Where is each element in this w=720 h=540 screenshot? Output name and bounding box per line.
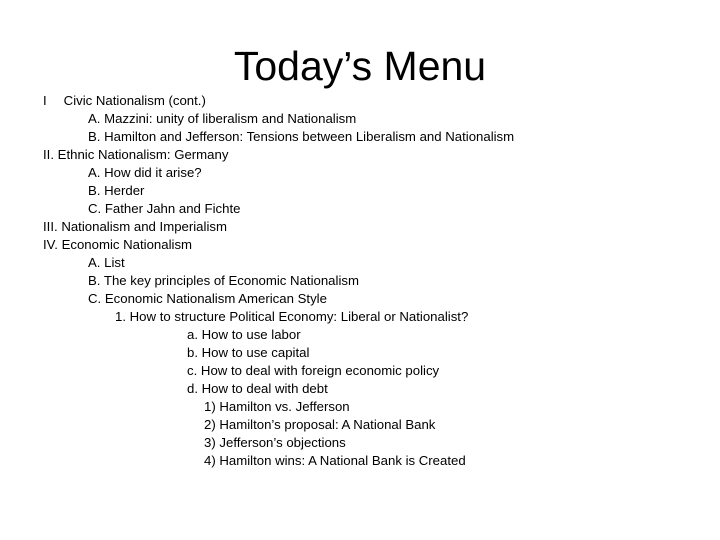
outline-item (0, 110, 720, 128)
outline-item (0, 416, 720, 434)
outline-item-text: Civic Nationalism (cont.) (63, 93, 206, 108)
outline-item-text: b. How to use capital (187, 345, 310, 360)
outline-item (0, 164, 720, 182)
outline-item (0, 92, 720, 110)
outline-item (0, 434, 720, 452)
outline-item-text: B. Herder (88, 183, 145, 198)
outline-item (0, 380, 720, 398)
outline-item-text: B. Hamilton and Jefferson: Tensions between Liberalism and Nationalism (88, 129, 515, 144)
outline-item-text: A. List (88, 255, 125, 270)
outline-item-text: A. Mazzini: unity of liberalism and Nationalism (88, 111, 357, 126)
outline-item-text: d. How to deal with debt (187, 381, 328, 396)
outline-item-text: 1) Hamilton vs. Jefferson (204, 399, 350, 414)
outline-item (0, 272, 720, 290)
outline-item (0, 308, 720, 326)
outline-item (0, 254, 720, 272)
outline-item (0, 452, 720, 470)
outline-item (0, 326, 720, 344)
outline-item (0, 128, 720, 146)
outline-item-text: a. How to use labor (187, 327, 301, 342)
outline-item-text: II. Ethnic Nationalism: Germany (43, 147, 229, 162)
outline-item (0, 200, 720, 218)
outline-item-text: A. How did it arise? (88, 165, 202, 180)
outline-item (0, 236, 720, 254)
outline-item (0, 362, 720, 380)
outline-item-text: C. Father Jahn and Fichte (88, 201, 241, 216)
outline-item (0, 344, 720, 362)
slide-title: Today’s Menu (233, 43, 487, 89)
outline-item (0, 146, 720, 164)
outline-item-text: IV. Economic Nationalism (43, 237, 193, 252)
outline-item (0, 290, 720, 308)
outline-marker: I (43, 93, 47, 108)
outline-item (0, 218, 720, 236)
outline-item-text: 4) Hamilton wins: A National Bank is Created (204, 453, 466, 468)
outline-item-text: C. Economic Nationalism American Style (88, 291, 327, 306)
outline-item-text: 2) Hamilton’s proposal: A National Bank (204, 417, 436, 432)
outline-item-text: B. The key principles of Economic Nationalism (88, 273, 359, 288)
outline-item (0, 398, 720, 416)
outline-item-text: 1. How to structure Political Economy: Liberal or Nationalist? (115, 309, 469, 324)
outline-list (0, 92, 720, 470)
outline-item-text: III. Nationalism and Imperialism (43, 219, 227, 234)
outline-item (0, 182, 720, 200)
outline-item-text: 3) Jefferson’s objections (204, 435, 346, 450)
outline-item-text: c. How to deal with foreign economic policy (187, 363, 440, 378)
